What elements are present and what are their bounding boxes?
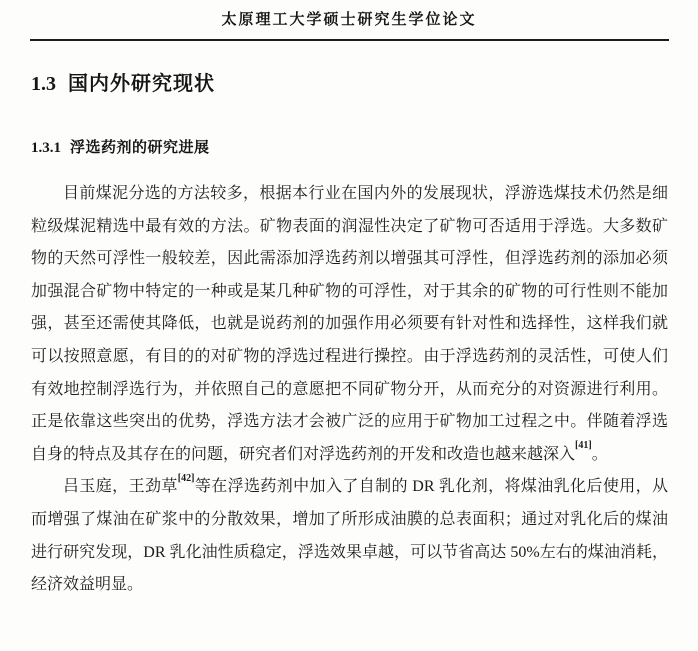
paragraph-text: 等在浮选药剂中加入了自制的 DR 乳化剂，将煤油乳化后使用，从而增强了煤油在矿浆中的分散效果，增加了所形成油膜的总表面积；通过对乳化后的煤油进行研究发现，DR 乳化油性质稳定，浮选效果卓越，可以节省高达 50%左右的煤油消耗，经济效益明显。 [31, 478, 668, 594]
subsection-number: 1.3.1 [31, 140, 61, 156]
header-rule [30, 39, 669, 41]
paragraph-text: 目前煤泥分选的方法较多，根据本行业在国内外的发展现状，浮游选煤技术仍然是细粒级煤泥精选中最有效的方法。矿物表面的润湿性决定了矿物可否适用于浮选。大多数矿物的天然可浮性一般较差，因此需添加浮选药剂以增强其可浮性，但浮选药剂的添加必须加强混合矿物中特定的一种或是某几种矿物的可浮性，对于其余的矿物的可行性则不能加强，甚至还需使其降低，也就是说药剂的加强作用必须要有针对性和选择性，这样我们就可以按照意愿，有目的的对矿物的浮选过程进行操控。由于浮选药剂的灵活性，可使人们有效地控制浮选行为，并依照自己的意愿把不同矿物分开，从而充分的对资源进行利用。正是依靠这些突出的优势，浮选方法才会被广泛的应用于矿物加工过程之中。伴随着浮选自身的特点及其存在的问题，研究者们对浮选药剂的开发和改造也越来越深入 [31, 185, 668, 463]
subsection-title: 浮选药剂的研究进展 [70, 139, 210, 156]
body-text [31, 178, 668, 602]
paragraph [31, 471, 668, 601]
section-title: 国内外研究现状 [68, 73, 215, 95]
paragraph-text: 。 [591, 445, 608, 463]
paragraph-text: 吕玉庭，王劲草 [63, 478, 178, 496]
section-heading [31, 72, 698, 96]
paragraph [31, 178, 668, 471]
citation-ref: [42] [177, 472, 195, 484]
citation-ref: [41] [575, 439, 592, 451]
subsection-heading [31, 138, 698, 158]
section-number: 1.3 [31, 73, 56, 95]
running-head: 太原理工大学硕士研究生学位论文 [221, 12, 477, 28]
